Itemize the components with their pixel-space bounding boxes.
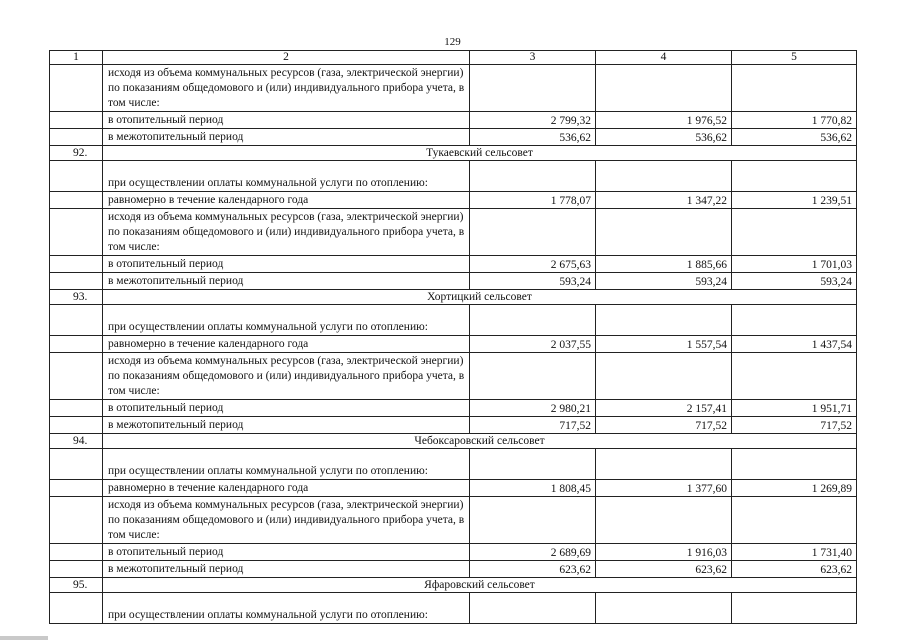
value-col-5: 1 239,51 (732, 192, 857, 209)
value-col-5 (732, 353, 857, 400)
scan-edge-mark (0, 636, 48, 640)
section-number: 92. (50, 146, 103, 161)
value-col-5 (732, 305, 857, 336)
value-col-5 (732, 449, 857, 480)
table-row (50, 336, 857, 353)
value-col-5: 1 701,03 (732, 256, 857, 273)
section-number: 94. (50, 434, 103, 449)
value-col-5 (732, 209, 857, 256)
value-col-3: 2 689,69 (470, 544, 596, 561)
header-cell-3: 3 (470, 51, 596, 65)
value-col-5: 1 951,71 (732, 400, 857, 417)
row-number (50, 593, 103, 624)
value-col-4 (596, 353, 732, 400)
description-row (50, 593, 857, 624)
value-col-5 (732, 161, 857, 192)
row-label: в отопительный период (103, 544, 470, 561)
row-number (50, 561, 103, 578)
table-row (50, 480, 857, 497)
section-title: Чебоксаровский сельсовет (103, 434, 857, 449)
row-number (50, 353, 103, 400)
row-number (50, 336, 103, 353)
value-col-3 (470, 497, 596, 544)
table-row (50, 417, 857, 434)
value-col-3: 2 799,32 (470, 112, 596, 129)
row-number (50, 305, 103, 336)
value-col-5: 623,62 (732, 561, 857, 578)
value-col-4: 536,62 (596, 129, 732, 146)
value-col-4 (596, 209, 732, 256)
value-col-4: 623,62 (596, 561, 732, 578)
value-col-3: 717,52 (470, 417, 596, 434)
row-number (50, 129, 103, 146)
value-col-5: 1 269,89 (732, 480, 857, 497)
page-number: 129 (444, 36, 461, 48)
row-label: в отопительный период (103, 256, 470, 273)
value-col-3 (470, 305, 596, 336)
row-label: в отопительный период (103, 400, 470, 417)
row-number (50, 161, 103, 192)
description-row (50, 497, 857, 544)
value-col-4: 1 976,52 (596, 112, 732, 129)
table-row (50, 400, 857, 417)
value-col-5: 593,24 (732, 273, 857, 290)
value-col-4: 1 377,60 (596, 480, 732, 497)
row-label: в межотопительный период (103, 561, 470, 578)
section-title: Яфаровский сельсовет (103, 578, 857, 593)
table-row (50, 561, 857, 578)
section-number: 93. (50, 290, 103, 305)
section-row (50, 290, 857, 305)
row-label: в межотопительный период (103, 417, 470, 434)
value-col-4 (596, 161, 732, 192)
value-col-3 (470, 209, 596, 256)
value-col-4 (596, 305, 732, 336)
row-label: исходя из объема коммунальных ресурсов (газа, электрической энергии) по показаниям общедомового и (или) индивидуального прибора учета, в том числе: (103, 353, 470, 400)
row-number (50, 209, 103, 256)
tariff-table (49, 50, 857, 624)
value-col-3 (470, 65, 596, 112)
value-col-5 (732, 65, 857, 112)
value-col-3: 593,24 (470, 273, 596, 290)
row-label: в межотопительный период (103, 129, 470, 146)
row-number (50, 449, 103, 480)
value-col-3: 2 675,63 (470, 256, 596, 273)
value-col-3 (470, 449, 596, 480)
row-number (50, 544, 103, 561)
description-row (50, 305, 857, 336)
table-row (50, 129, 857, 146)
section-title: Тукаевский сельсовет (103, 146, 857, 161)
value-col-4: 717,52 (596, 417, 732, 434)
row-number (50, 480, 103, 497)
row-number (50, 112, 103, 129)
value-col-3: 536,62 (470, 129, 596, 146)
value-col-5: 1 437,54 (732, 336, 857, 353)
value-col-3: 623,62 (470, 561, 596, 578)
row-number (50, 400, 103, 417)
description-row (50, 353, 857, 400)
header-cell-1: 1 (50, 51, 103, 65)
row-number (50, 417, 103, 434)
description-row (50, 209, 857, 256)
section-title: Хортицкий сельсовет (103, 290, 857, 305)
row-label: при осуществлении оплаты коммунальной услуги по отоплению: (103, 161, 470, 192)
header-cell-5: 5 (732, 51, 857, 65)
row-label: в отопительный период (103, 112, 470, 129)
value-col-3 (470, 353, 596, 400)
row-label: при осуществлении оплаты коммунальной услуги по отоплению: (103, 449, 470, 480)
value-col-3: 1 808,45 (470, 480, 596, 497)
section-row (50, 146, 857, 161)
row-label: исходя из объема коммунальных ресурсов (газа, электрической энергии) по показаниям общедомового и (или) индивидуального прибора учета, в том числе: (103, 497, 470, 544)
section-row (50, 434, 857, 449)
row-label: равномерно в течение календарного года (103, 336, 470, 353)
value-col-4: 1 347,22 (596, 192, 732, 209)
row-label: исходя из объема коммунальных ресурсов (газа, электрической энергии) по показаниям общедомового и (или) индивидуального прибора учета, в том числе: (103, 65, 470, 112)
row-label: равномерно в течение календарного года (103, 480, 470, 497)
table-row (50, 112, 857, 129)
section-row (50, 578, 857, 593)
table-row (50, 544, 857, 561)
row-label: при осуществлении оплаты коммунальной услуги по отоплению: (103, 305, 470, 336)
value-col-3 (470, 161, 596, 192)
row-number (50, 65, 103, 112)
row-label: при осуществлении оплаты коммунальной услуги по отоплению: (103, 593, 470, 624)
value-col-3: 2 037,55 (470, 336, 596, 353)
value-col-4: 1 557,54 (596, 336, 732, 353)
value-col-4: 1 885,66 (596, 256, 732, 273)
header-cell-4: 4 (596, 51, 732, 65)
value-col-4: 2 157,41 (596, 400, 732, 417)
description-row (50, 161, 857, 192)
value-col-4: 1 916,03 (596, 544, 732, 561)
row-number (50, 192, 103, 209)
value-col-5 (732, 497, 857, 544)
row-label: в межотопительный период (103, 273, 470, 290)
table-row (50, 273, 857, 290)
value-col-3 (470, 593, 596, 624)
value-col-5: 1 731,40 (732, 544, 857, 561)
row-label: равномерно в течение календарного года (103, 192, 470, 209)
value-col-3: 1 778,07 (470, 192, 596, 209)
value-col-4 (596, 497, 732, 544)
row-label: исходя из объема коммунальных ресурсов (газа, электрической энергии) по показаниям общедомового и (или) индивидуального прибора учета, в том числе: (103, 209, 470, 256)
table-row (50, 192, 857, 209)
value-col-3: 2 980,21 (470, 400, 596, 417)
table-row (50, 256, 857, 273)
description-row (50, 65, 857, 112)
header-row (50, 51, 857, 65)
row-number (50, 273, 103, 290)
row-number (50, 497, 103, 544)
value-col-4 (596, 593, 732, 624)
value-col-4: 593,24 (596, 273, 732, 290)
section-number: 95. (50, 578, 103, 593)
value-col-5 (732, 593, 857, 624)
value-col-4 (596, 65, 732, 112)
header-cell-2: 2 (103, 51, 470, 65)
value-col-5: 536,62 (732, 129, 857, 146)
value-col-4 (596, 449, 732, 480)
value-col-5: 1 770,82 (732, 112, 857, 129)
value-col-5: 717,52 (732, 417, 857, 434)
description-row (50, 449, 857, 480)
row-number (50, 256, 103, 273)
